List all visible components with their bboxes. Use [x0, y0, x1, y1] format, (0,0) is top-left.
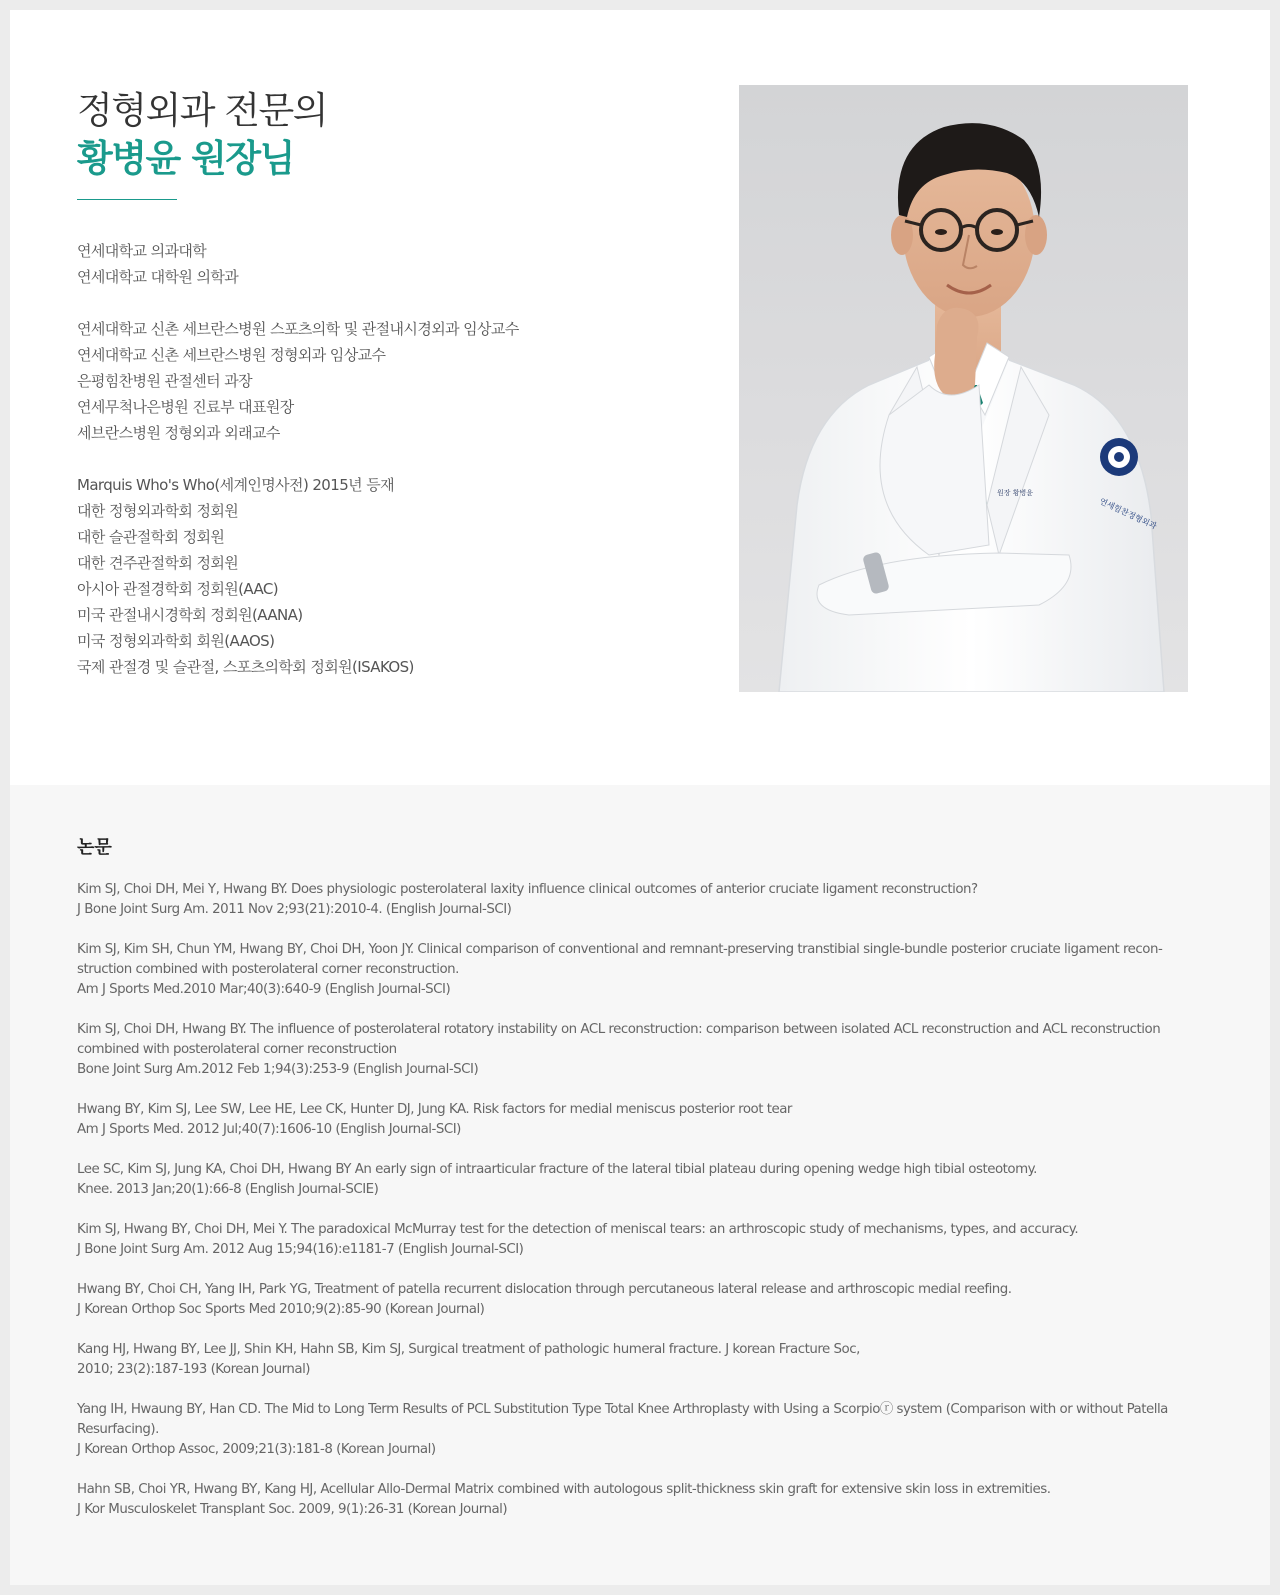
career-item: Marquis Who's Who(세계인명사전) 2015년 등재: [77, 476, 394, 494]
paper-line: Kim SJ, Choi DH, Mei Y, Hwang BY. Does physiologic posterolateral laxity influence clinical outcomes of anterior cruciate ligament reconstruction?: [77, 882, 978, 897]
career-item: 대한 정형외과학회 정회원: [77, 502, 239, 520]
page: [10, 10, 1270, 1585]
paper-line: Lee SC, Kim SJ, Jung KA, Choi DH, Hwang BY An early sign of intraarticular fracture of the lateral tibial plateau during opening wedge high tibial osteotomy.: [77, 1162, 1037, 1177]
papers-heading: 논문: [77, 837, 112, 858]
career-item: 연세대학교 의과대학: [77, 242, 207, 260]
paper-line: J Kor Musculoskelet Transplant Soc. 2009, 9(1):26-31 (Korean Journal): [77, 1502, 508, 1517]
doctor-specialty-title: 정형외과 전문의: [77, 89, 327, 132]
paper-item: [77, 1020, 1197, 1080]
paper-line: Knee. 2013 Jan;20(1):66-8 (English Journal-SCIE): [77, 1182, 379, 1197]
doctor-portrait-illustration: [739, 85, 1188, 692]
coat-emblem-text: 연세힘찬정형외과: [1098, 496, 1158, 531]
paper-item: [77, 880, 1197, 920]
career-item: 연세무척나은병원 진료부 대표원장: [77, 398, 294, 416]
career-group-positions: [77, 316, 677, 446]
career-item: 미국 관절내시경학회 정회원(AANA): [77, 606, 303, 624]
career-item: 대한 슬관절학회 정회원: [77, 528, 225, 546]
paper-list: [77, 880, 1197, 1540]
paper-item: [77, 1220, 1197, 1260]
paper-line: J Bone Joint Surg Am. 2012 Aug 15;94(16):e1181-7 (English Journal-SCI): [77, 1242, 524, 1257]
doctor-portrait-photo: [739, 85, 1188, 692]
paper-item: [77, 940, 1197, 1000]
papers-section: [10, 785, 1270, 1585]
paper-line: 2010; 23(2):187-193 (Korean Journal): [77, 1362, 311, 1377]
paper-line: Am J Sports Med.2010 Mar;40(3):640-9 (English Journal-SCI): [77, 982, 451, 997]
paper-item: [77, 1100, 1197, 1140]
career-list: [77, 238, 677, 706]
career-item: 대한 견주관절학회 정회원: [77, 554, 239, 572]
paper-line: Hwang BY, Kim SJ, Lee SW, Lee HE, Lee CK, Hunter DJ, Jung KA. Risk factors for medial meniscus posterior root tear: [77, 1102, 792, 1117]
paper-line: Resurfacing).: [77, 1422, 159, 1437]
paper-line: J Bone Joint Surg Am. 2011 Nov 2;93(21):2010-4. (English Journal-SCI): [77, 902, 512, 917]
career-group-memberships: [77, 472, 677, 680]
career-item: 아시아 관절경학회 정회원(AAC): [77, 580, 278, 598]
paper-line: Kim SJ, Choi DH, Hwang BY. The influence of posterolateral rotatory instability on ACL reconstruction: comparison between isolated ACL reconstruction and ACL reconstruction: [77, 1022, 1161, 1037]
paper-line: combined with posterolateral corner reconstruction: [77, 1042, 397, 1057]
career-item: 미국 정형외과학회 회원(AAOS): [77, 632, 275, 650]
career-item: 연세대학교 신촌 세브란스병원 정형외과 임상교수: [77, 346, 386, 364]
paper-line: J Korean Orthop Soc Sports Med 2010;9(2):85-90 (Korean Journal): [77, 1302, 485, 1317]
paper-line: Kim SJ, Hwang BY, Choi DH, Mei Y. The paradoxical McMurray test for the detection of meniscal tears: an arthroscopic study of mechanisms, types, and accuracy.: [77, 1222, 1079, 1237]
paper-item: [77, 1400, 1197, 1460]
career-item: 세브란스병원 정형외과 외래교수: [77, 424, 280, 442]
career-item: 연세대학교 신촌 세브란스병원 스포츠의학 및 관절내시경외과 임상교수: [77, 320, 519, 338]
paper-line: struction combined with posterolateral corner reconstruction.: [77, 962, 459, 977]
career-item: 은평힘찬병원 관절센터 과장: [77, 372, 253, 390]
doctor-profile-section: [10, 10, 1270, 785]
paper-item: [77, 1340, 1197, 1380]
paper-item: [77, 1280, 1197, 1320]
paper-line: Yang IH, Hwaung BY, Han CD. The Mid to Long Term Results of PCL Substitution Type Total Knee Arthroplasty with Using a Scorpioⓡ system (Comparison with or without Patella: [77, 1402, 1168, 1417]
paper-line: Bone Joint Surg Am.2012 Feb 1;94(3):253-9 (English Journal-SCI): [77, 1062, 479, 1077]
career-group-education: [77, 238, 677, 290]
paper-item: [77, 1480, 1197, 1520]
paper-line: Am J Sports Med. 2012 Jul;40(7):1606-10 (English Journal-SCI): [77, 1122, 461, 1137]
paper-line: Hahn SB, Choi YR, Hwang BY, Kang HJ, Acellular Allo-Dermal Matrix combined with autologous split-thickness skin graft for extensive skin loss in extremities.: [77, 1482, 1051, 1497]
paper-item: [77, 1160, 1197, 1200]
paper-line: Kim SJ, Kim SH, Chun YM, Hwang BY, Choi DH, Yoon JY. Clinical comparison of conventional and remnant-preserving transtibial single-bundle posterior cruciate ligament recon-: [77, 942, 1163, 957]
doctor-name-title: 황병윤 원장님: [77, 137, 294, 180]
coat-name-tag: 원장 황병윤: [997, 489, 1034, 497]
career-item: 국제 관절경 및 슬관절, 스포츠의학회 정회원(ISAKOS): [77, 658, 414, 676]
paper-line: J Korean Orthop Assoc, 2009;21(3):181-8 (Korean Journal): [77, 1442, 436, 1457]
paper-line: Kang HJ, Hwang BY, Lee JJ, Shin KH, Hahn SB, Kim SJ, Surgical treatment of pathologic humeral fracture. J korean Fracture Soc,: [77, 1342, 860, 1357]
title-divider: [77, 199, 177, 200]
paper-line: Hwang BY, Choi CH, Yang IH, Park YG, Treatment of patella recurrent dislocation through percutaneous lateral release and arthroscopic medial reefing.: [77, 1282, 1012, 1297]
career-item: 연세대학교 대학원 의학과: [77, 268, 239, 286]
